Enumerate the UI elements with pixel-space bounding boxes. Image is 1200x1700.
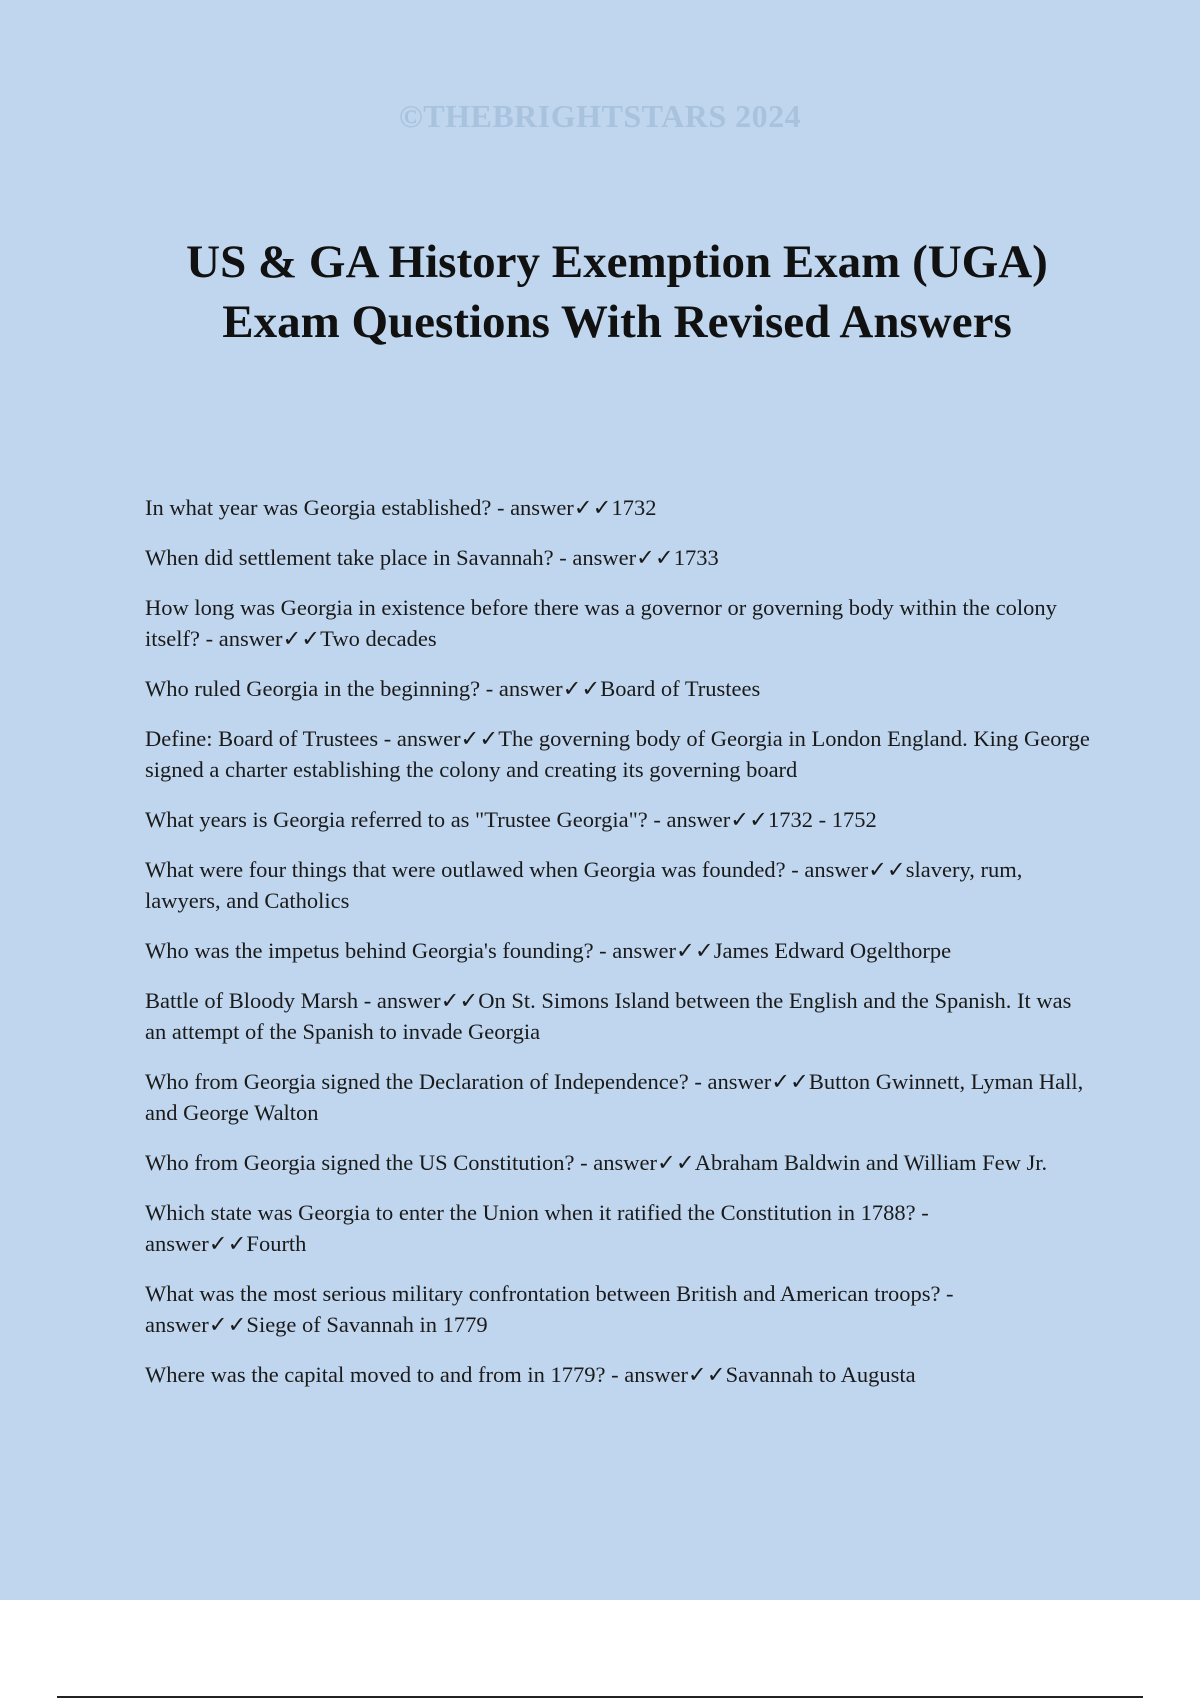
qa-item: Define: Board of Trustees - answer✓✓The governing body of Georgia in London England. King George signed a charter establishing the colony and creating its governing board bbox=[145, 726, 1090, 782]
qa-item: Who from Georgia signed the US Constitution? - answer✓✓Abraham Baldwin and William Few Jr. bbox=[145, 1150, 1048, 1175]
qa-item: What was the most serious military confrontation between British and American troops? - answer✓✓Siege of Savannah in 1779 bbox=[145, 1281, 954, 1337]
qa-item: Battle of Bloody Marsh - answer✓✓On St. Simons Island between the English and the Spanish. It was an attempt of the Spanish to invade Georgia bbox=[145, 988, 1072, 1044]
qa-item: Who from Georgia signed the Declaration of Independence? - answer✓✓Button Gwinnett, Lyman Hall, and George Walton bbox=[145, 1069, 1084, 1125]
qa-item: When did settlement take place in Savannah? - answer✓✓1733 bbox=[145, 545, 719, 570]
question-answer-list bbox=[145, 492, 1095, 1409]
qa-item: In what year was Georgia established? - answer✓✓1732 bbox=[145, 495, 657, 520]
document-title bbox=[100, 232, 1134, 352]
qa-item: Where was the capital moved to and from in 1779? - answer✓✓Savannah to Augusta bbox=[145, 1362, 916, 1387]
title-line-2: Exam Questions With Revised Answers bbox=[222, 296, 1012, 348]
watermark: ©THEBRIGHTSTARS 2024 bbox=[398, 98, 802, 134]
qa-item: Who ruled Georgia in the beginning? - answer✓✓Board of Trustees bbox=[145, 676, 761, 701]
title-line-1: US & GA History Exemption Exam (UGA) bbox=[186, 236, 1048, 288]
footer-divider bbox=[57, 1696, 1143, 1698]
qa-item: How long was Georgia in existence before there was a governor or governing body within the colony itself? - answer✓✓Two decades bbox=[145, 595, 1057, 651]
qa-item: What were four things that were outlawed when Georgia was founded? - answer✓✓slavery, rum, lawyers, and Catholics bbox=[145, 857, 1023, 913]
qa-item: Which state was Georgia to enter the Union when it ratified the Constitution in 1788? - answer✓✓Fourth bbox=[145, 1200, 929, 1256]
qa-item: What years is Georgia referred to as "Trustee Georgia"? - answer✓✓1732 - 1752 bbox=[145, 807, 877, 832]
qa-item: Who was the impetus behind Georgia's founding? - answer✓✓James Edward Ogelthorpe bbox=[145, 938, 952, 963]
